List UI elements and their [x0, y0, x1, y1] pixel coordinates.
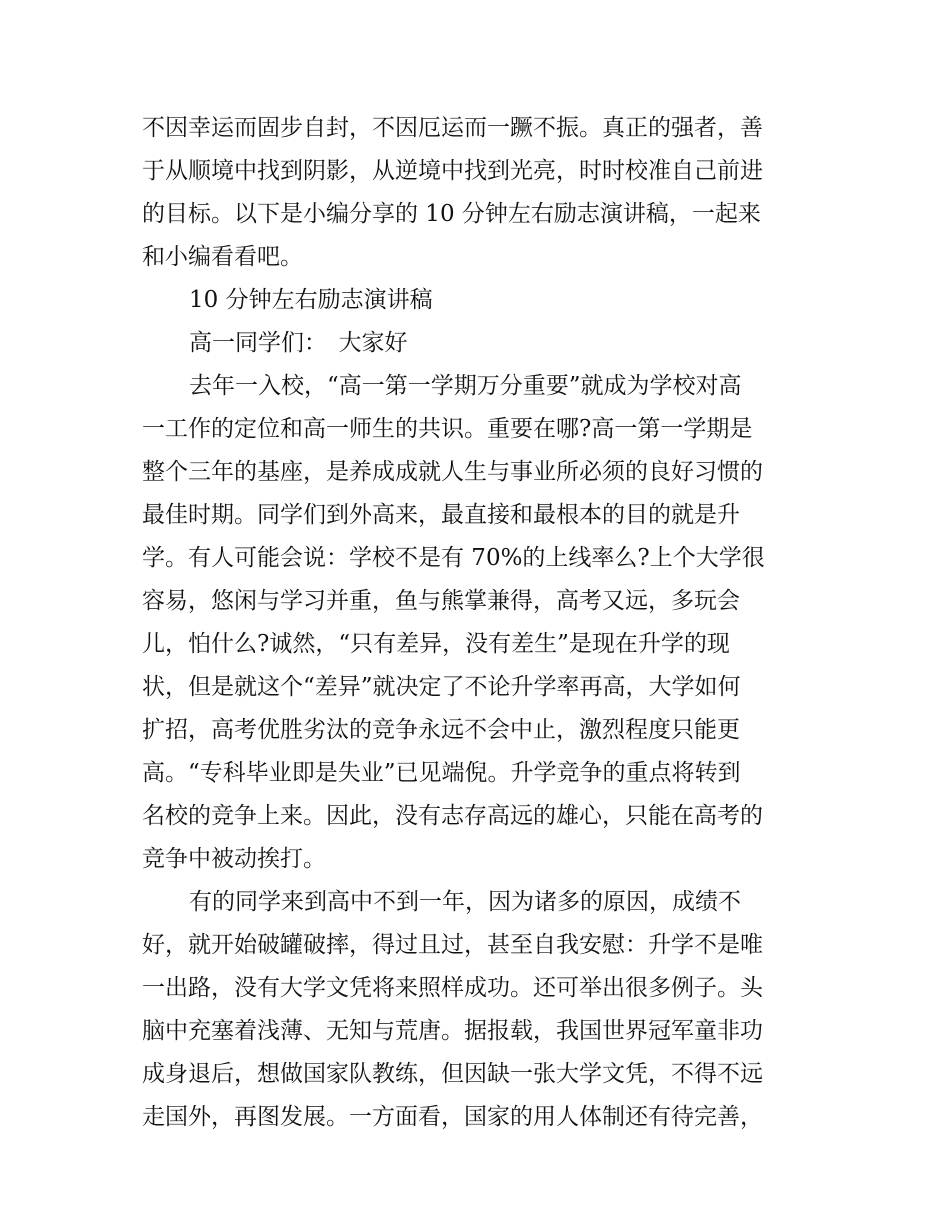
text-line: 状，但是就这个“差异”就决定了不论升学率再高，大学如何: [142, 674, 741, 700]
text-line: 脑中充塞着浅薄、无知与荒唐。据报载，我国世界冠军童非功: [142, 1018, 763, 1044]
text-line: 儿，怕什么?诚然，“只有差异，没有差生”是现在升学的现: [142, 631, 730, 657]
text-line: 于从顺境中找到阴影，从逆境中找到光亮，时时校准自己前进: [142, 158, 763, 184]
text-line: 高。“专科毕业即是失业”已见端倪。升学竞争的重点将转到: [142, 760, 741, 786]
text-line: 名校的竞争上来。因此，没有志存高远的雄心，只能在高考的: [142, 803, 763, 829]
document-body: [142, 107, 812, 1139]
text-line: 的目标。以下是小编分享的 10 分钟左右励志演讲稿，一起来: [142, 201, 761, 227]
text-line: 去年一入校，“高一第一学期万分重要”就成为学校对高: [189, 373, 742, 399]
text-line: 竞争中被动挨打。: [142, 846, 326, 872]
text-line: 扩招，高考优胜劣汰的竞争永远不会中止，激烈程度只能更: [142, 717, 740, 743]
text-line: 有的同学来到高中不到一年，因为诸多的原因，成绩不: [189, 889, 741, 915]
text-line: 成身退后，想做国家队教练，但因缺一张大学文凭，不得不远: [142, 1061, 763, 1087]
text-line: 好，就开始破罐破摔，得过且过，甚至自我安慰：升学不是唯: [142, 932, 763, 958]
text-line: 学。有人可能会说：学校不是有 70%的上线率么?上个大学很: [142, 545, 765, 571]
text-line: 一出路，没有大学文凭将来照样成功。还可举出很多例子。头: [142, 975, 763, 1001]
speech-title: 10 分钟左右励志演讲稿: [189, 287, 433, 313]
text-line: 容易，悠闲与学习并重，鱼与熊掌兼得，高考又远，多玩会: [142, 588, 740, 614]
greeting-line: 高一同学们： 大家好: [189, 330, 408, 356]
text-line: 一工作的定位和高一师生的共识。重要在哪?高一第一学期是: [142, 416, 753, 442]
text-line: 不因幸运而固步自封，不因厄运而一蹶不振。真正的强者，善: [142, 115, 763, 141]
text-line: 最佳时期。同学们到外高来，最直接和最根本的目的就是升: [142, 502, 740, 528]
text-line: 走国外，再图发展。一方面看，国家的用人体制还有待完善，: [142, 1104, 763, 1130]
text-line: 和小编看看吧。: [142, 244, 303, 270]
text-line: 整个三年的基座，是养成成就人生与事业所必须的良好习惯的: [142, 459, 763, 485]
